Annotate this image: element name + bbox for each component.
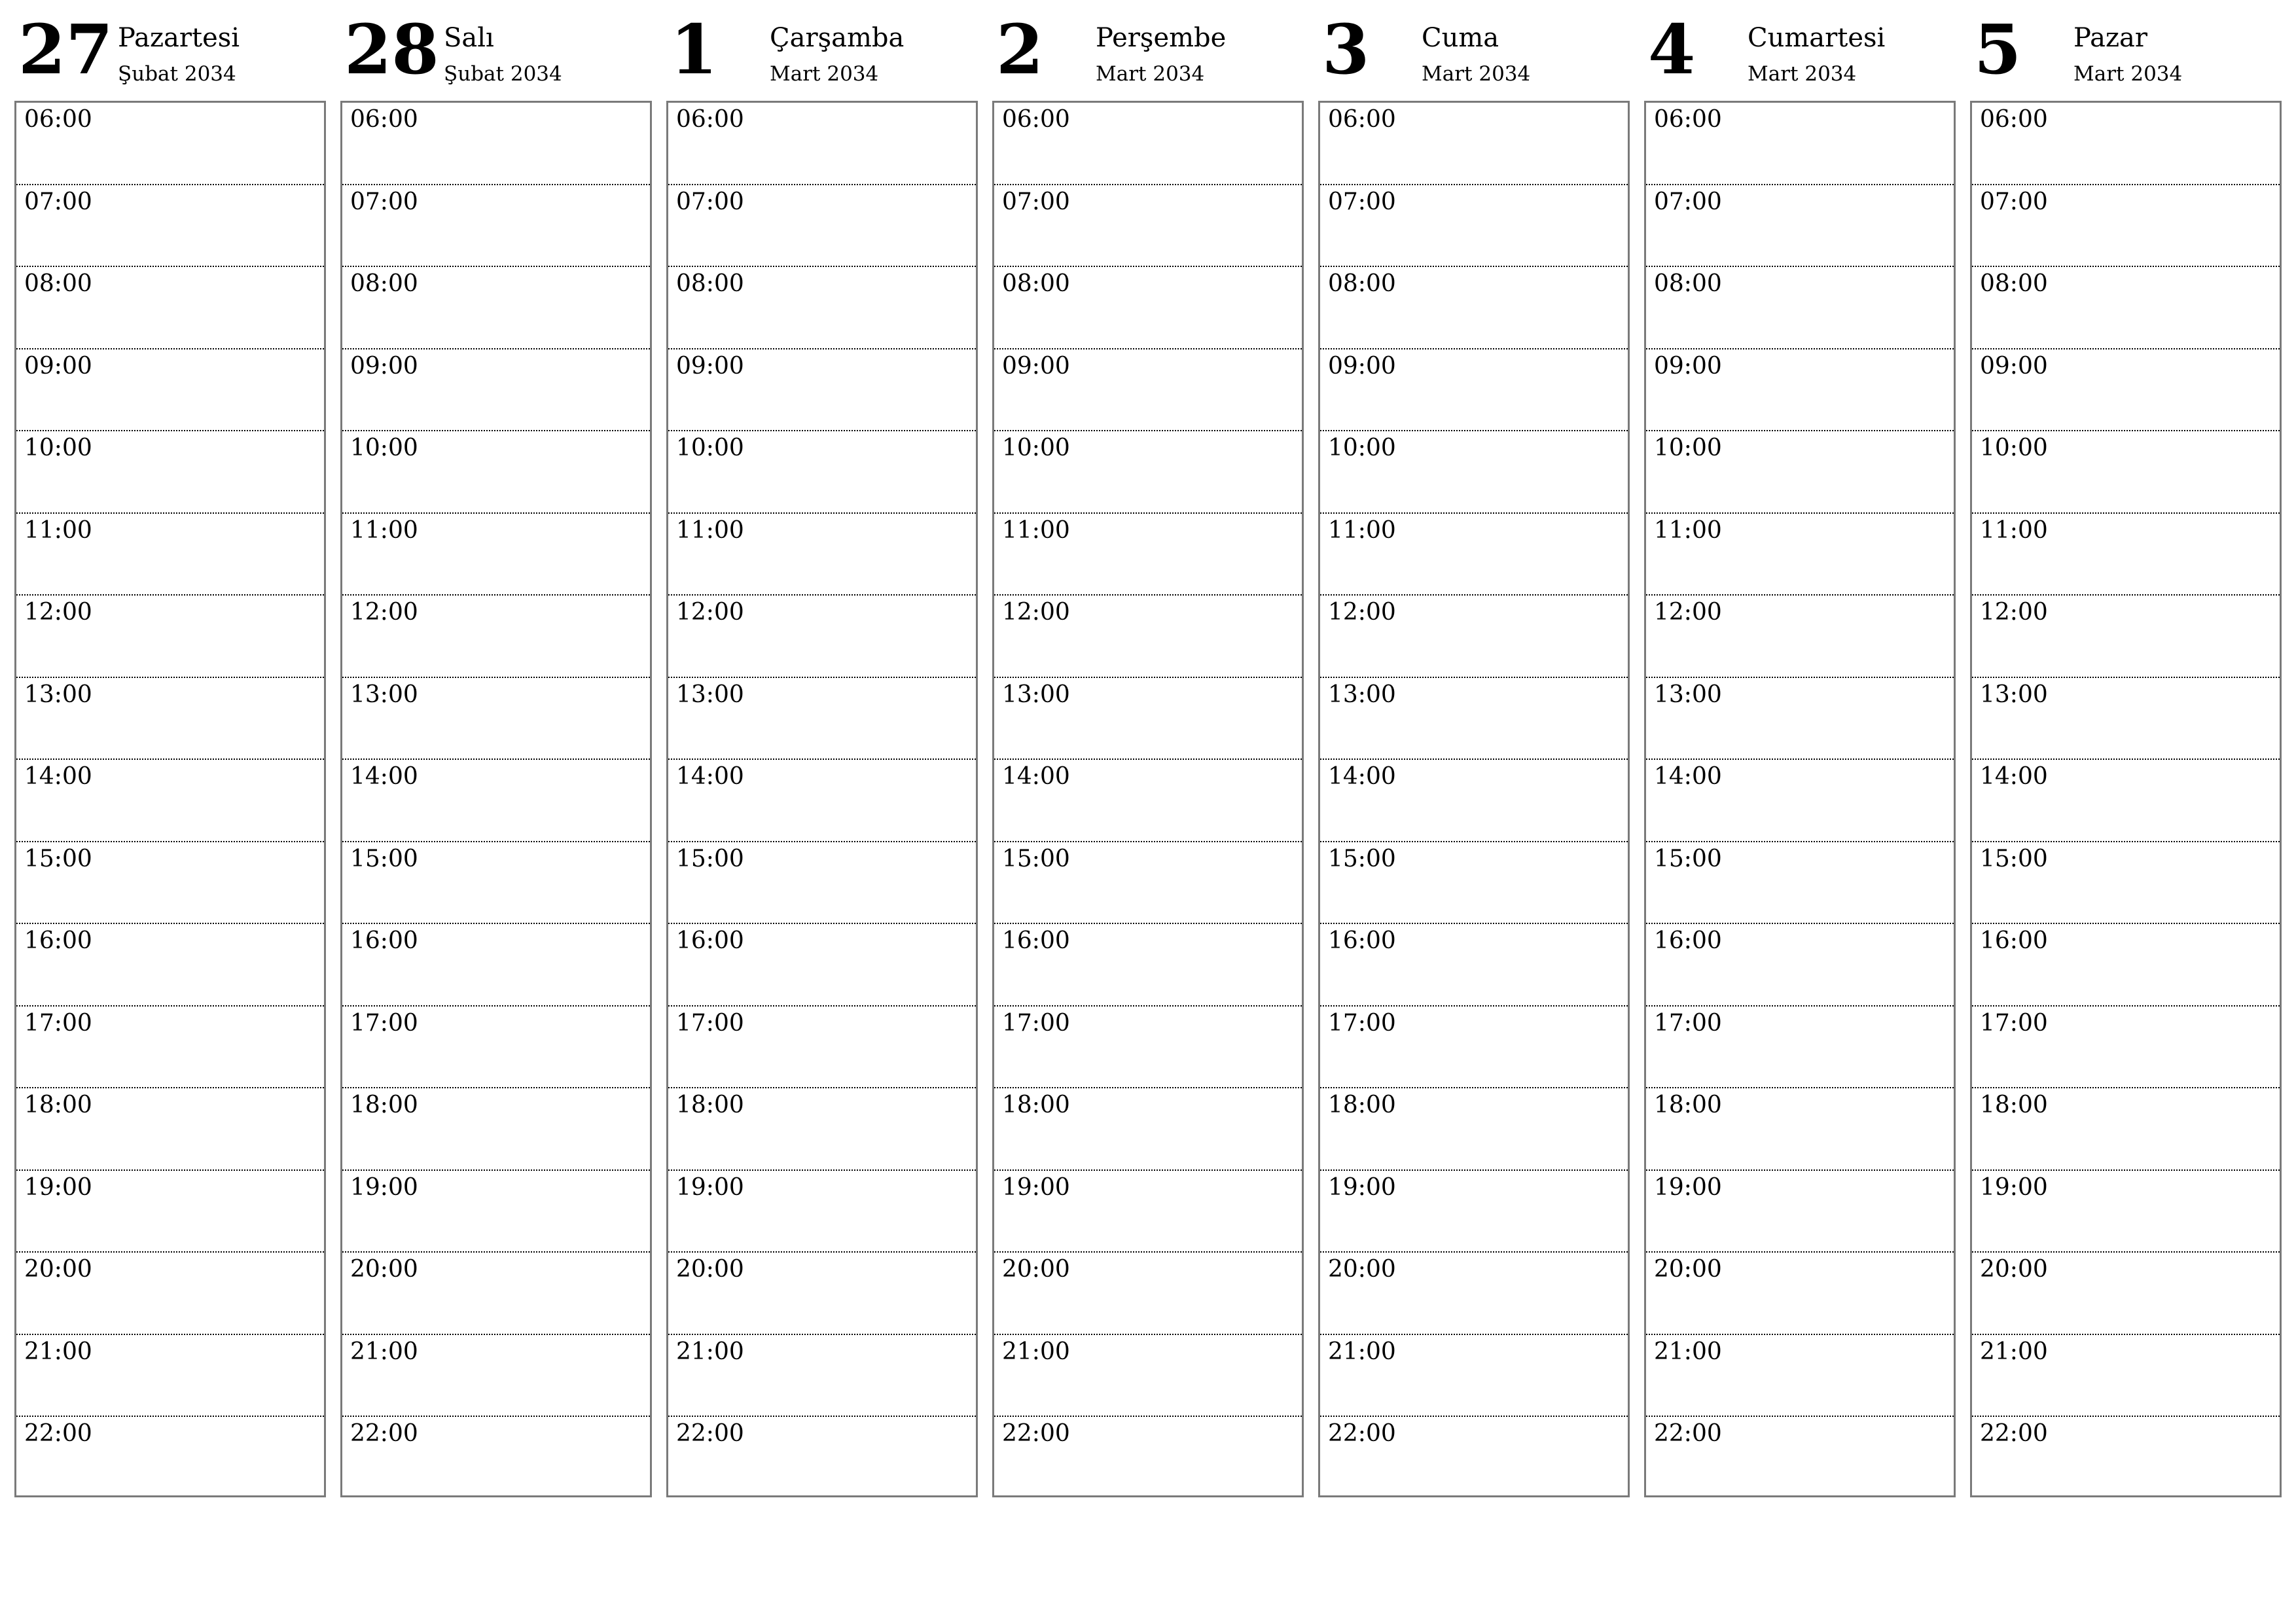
hour-label: 16:00 <box>1980 927 2048 954</box>
hour-label: 22:00 <box>350 1420 418 1447</box>
hour-label: 13:00 <box>1328 681 1396 708</box>
hour-slot-11[interactable] <box>668 514 976 596</box>
hour-slot-13[interactable] <box>342 678 650 760</box>
hour-slot-19[interactable] <box>1646 1171 1954 1253</box>
hour-label: 13:00 <box>350 681 418 708</box>
hour-slot-11[interactable] <box>1646 514 1954 596</box>
hour-label: 12:00 <box>24 599 92 626</box>
hour-slot-14[interactable] <box>1320 760 1628 842</box>
hour-label: 08:00 <box>1002 270 1070 297</box>
hour-label: 15:00 <box>350 845 418 872</box>
hour-label: 20:00 <box>1654 1256 1722 1283</box>
hour-slot-21[interactable] <box>994 1335 1302 1418</box>
hour-slot-18[interactable] <box>668 1088 976 1171</box>
hour-slot-17[interactable] <box>1972 1007 2280 1089</box>
hour-slot-20[interactable] <box>16 1253 324 1335</box>
hour-label: 07:00 <box>1328 188 1396 215</box>
hour-slot-11[interactable] <box>994 514 1302 596</box>
hour-slot-08[interactable] <box>1972 267 2280 349</box>
hour-label: 21:00 <box>1002 1338 1070 1365</box>
month-year: Mart 2034 <box>770 62 879 86</box>
hour-label: 14:00 <box>1328 763 1396 790</box>
hour-label: 11:00 <box>676 516 744 544</box>
hour-slot-19[interactable] <box>16 1171 324 1253</box>
hour-label: 07:00 <box>24 188 92 215</box>
hour-label: 16:00 <box>676 927 744 954</box>
month-year: Şubat 2034 <box>118 62 236 86</box>
hour-label: 16:00 <box>24 927 92 954</box>
hour-slot-10[interactable] <box>342 431 650 514</box>
hour-slot-09[interactable] <box>1972 349 2280 432</box>
hour-label: 14:00 <box>350 763 418 790</box>
hour-slot-11[interactable] <box>1320 514 1628 596</box>
hour-slot-16[interactable] <box>342 924 650 1007</box>
hour-slot-07[interactable] <box>342 185 650 268</box>
hour-slot-10[interactable] <box>1972 431 2280 514</box>
day-header <box>14 0 326 101</box>
day-number: 4 <box>1648 9 1696 90</box>
hour-label: 09:00 <box>1328 352 1396 380</box>
hour-label: 21:00 <box>24 1338 92 1365</box>
hour-label: 11:00 <box>350 516 418 544</box>
day-number: 1 <box>670 9 718 90</box>
hour-label: 21:00 <box>350 1338 418 1365</box>
day-name: Pazartesi <box>118 23 240 53</box>
day-header <box>340 0 652 101</box>
hour-label: 18:00 <box>1002 1092 1070 1118</box>
hour-slot-15[interactable] <box>1320 842 1628 925</box>
hour-slot-07[interactable] <box>16 185 324 268</box>
hour-label: 12:00 <box>1980 599 2048 626</box>
day-column-2 <box>340 0 652 1500</box>
hour-label: 16:00 <box>1328 927 1396 954</box>
hour-label: 07:00 <box>1002 188 1070 215</box>
day-number: 28 <box>344 9 439 90</box>
hour-slot-19[interactable] <box>668 1171 976 1253</box>
hour-slot-22[interactable] <box>342 1417 650 1499</box>
hour-slot-17[interactable] <box>1646 1007 1954 1089</box>
hour-slot-06[interactable] <box>668 103 976 185</box>
hour-slot-10[interactable] <box>1320 431 1628 514</box>
hour-slot-21[interactable] <box>1320 1335 1628 1418</box>
hour-slot-07[interactable] <box>1320 185 1628 268</box>
hour-label: 20:00 <box>350 1256 418 1283</box>
day-header <box>992 0 1304 101</box>
hour-slot-09[interactable] <box>1646 349 1954 432</box>
hour-slot-06[interactable] <box>994 103 1302 185</box>
hour-slot-21[interactable] <box>1646 1335 1954 1418</box>
hour-slot-20[interactable] <box>1320 1253 1628 1335</box>
hour-label: 06:00 <box>1002 106 1070 133</box>
hour-label: 16:00 <box>1654 927 1722 954</box>
hour-slot-14[interactable] <box>1972 760 2280 842</box>
hour-label: 22:00 <box>24 1420 92 1447</box>
hour-label: 11:00 <box>1654 516 1722 544</box>
hours-box <box>1970 101 2282 1497</box>
hour-label: 12:00 <box>350 599 418 626</box>
hour-slot-15[interactable] <box>1972 842 2280 925</box>
hour-label: 19:00 <box>1328 1173 1396 1201</box>
day-number: 27 <box>18 9 113 90</box>
hour-slot-14[interactable] <box>994 760 1302 842</box>
hour-label: 09:00 <box>676 352 744 380</box>
hour-slot-15[interactable] <box>994 842 1302 925</box>
hour-label: 10:00 <box>1980 435 2048 461</box>
hour-slot-07[interactable] <box>1646 185 1954 268</box>
hour-slot-10[interactable] <box>16 431 324 514</box>
hour-slot-12[interactable] <box>1320 596 1628 678</box>
hour-slot-19[interactable] <box>342 1171 650 1253</box>
hour-slot-19[interactable] <box>1320 1171 1628 1253</box>
hour-slot-11[interactable] <box>1972 514 2280 596</box>
hour-label: 17:00 <box>1002 1009 1070 1037</box>
hour-label: 17:00 <box>1654 1009 1722 1037</box>
hour-label: 07:00 <box>1654 188 1722 215</box>
hour-slot-12[interactable] <box>1646 596 1954 678</box>
hour-slot-14[interactable] <box>1646 760 1954 842</box>
hour-slot-08[interactable] <box>16 267 324 349</box>
hour-slot-20[interactable] <box>994 1253 1302 1335</box>
hour-slot-08[interactable] <box>342 267 650 349</box>
hour-slot-20[interactable] <box>1646 1253 1954 1335</box>
hour-slot-06[interactable] <box>1972 103 2280 185</box>
hour-slot-21[interactable] <box>668 1335 976 1418</box>
hour-label: 13:00 <box>676 681 744 708</box>
hour-slot-22[interactable] <box>1320 1417 1628 1499</box>
hour-slot-09[interactable] <box>16 349 324 432</box>
day-name: Salı <box>444 23 494 53</box>
hour-slot-20[interactable] <box>668 1253 976 1335</box>
hour-label: 17:00 <box>1328 1009 1396 1037</box>
hour-label: 19:00 <box>1654 1173 1722 1201</box>
hour-label: 15:00 <box>1002 845 1070 872</box>
hour-label: 22:00 <box>1980 1420 2048 1447</box>
hour-label: 11:00 <box>1980 516 2048 544</box>
hour-label: 15:00 <box>24 845 92 872</box>
hour-label: 06:00 <box>24 106 92 133</box>
hour-slot-15[interactable] <box>668 842 976 925</box>
day-name: Cuma <box>1422 23 1499 53</box>
hour-slot-17[interactable] <box>342 1007 650 1089</box>
hour-label: 17:00 <box>24 1009 92 1037</box>
hour-slot-18[interactable] <box>994 1088 1302 1171</box>
hour-label: 06:00 <box>1654 106 1722 133</box>
hour-slot-14[interactable] <box>668 760 976 842</box>
hour-slot-11[interactable] <box>16 514 324 596</box>
hour-slot-09[interactable] <box>994 349 1302 432</box>
hour-slot-08[interactable] <box>1320 267 1628 349</box>
weekly-planner <box>14 0 2282 1505</box>
hour-slot-13[interactable] <box>1320 678 1628 760</box>
hours-box <box>14 101 326 1497</box>
day-column-1 <box>14 0 326 1500</box>
hour-label: 08:00 <box>1654 270 1722 297</box>
hour-slot-07[interactable] <box>994 185 1302 268</box>
hour-slot-12[interactable] <box>994 596 1302 678</box>
hour-slot-13[interactable] <box>668 678 976 760</box>
hour-slot-22[interactable] <box>1646 1417 1954 1499</box>
hour-label: 13:00 <box>1654 681 1722 708</box>
hour-label: 15:00 <box>1654 845 1722 872</box>
hour-slot-18[interactable] <box>342 1088 650 1171</box>
hour-slot-16[interactable] <box>994 924 1302 1007</box>
hour-slot-22[interactable] <box>1972 1417 2280 1499</box>
hour-label: 12:00 <box>1328 599 1396 626</box>
hour-label: 07:00 <box>1980 188 2048 215</box>
hour-slot-10[interactable] <box>1646 431 1954 514</box>
hour-label: 18:00 <box>350 1092 418 1118</box>
day-number: 5 <box>1974 9 2022 90</box>
day-number: 2 <box>996 9 1044 90</box>
day-header <box>1970 0 2282 101</box>
hour-slot-12[interactable] <box>16 596 324 678</box>
day-name: Pazar <box>2073 23 2148 53</box>
hour-label: 19:00 <box>676 1173 744 1201</box>
hour-label: 20:00 <box>24 1256 92 1283</box>
hour-slot-18[interactable] <box>1646 1088 1954 1171</box>
hour-slot-06[interactable] <box>342 103 650 185</box>
hour-label: 08:00 <box>350 270 418 297</box>
hour-label: 06:00 <box>350 106 418 133</box>
hour-slot-06[interactable] <box>1646 103 1954 185</box>
hour-slot-08[interactable] <box>668 267 976 349</box>
hour-label: 07:00 <box>676 188 744 215</box>
hour-label: 17:00 <box>350 1009 418 1037</box>
month-year: Şubat 2034 <box>444 62 562 86</box>
month-year: Mart 2034 <box>1422 62 1531 86</box>
hour-label: 22:00 <box>1654 1420 1722 1447</box>
hour-slot-06[interactable] <box>16 103 324 185</box>
hour-label: 20:00 <box>1980 1256 2048 1283</box>
hour-slot-17[interactable] <box>994 1007 1302 1089</box>
day-name: Perşembe <box>1096 23 1227 53</box>
hour-label: 17:00 <box>1980 1009 2048 1037</box>
hour-slot-16[interactable] <box>16 924 324 1007</box>
day-number: 3 <box>1322 9 1370 90</box>
hour-label: 10:00 <box>24 435 92 461</box>
hour-slot-21[interactable] <box>16 1335 324 1418</box>
hour-slot-15[interactable] <box>1646 842 1954 925</box>
month-year: Mart 2034 <box>1748 62 1857 86</box>
hour-slot-13[interactable] <box>16 678 324 760</box>
hour-label: 18:00 <box>1328 1092 1396 1118</box>
hours-box <box>1644 101 1956 1497</box>
day-column-7 <box>1970 0 2282 1500</box>
hour-label: 13:00 <box>24 681 92 708</box>
hour-slot-14[interactable] <box>342 760 650 842</box>
hour-label: 10:00 <box>350 435 418 461</box>
hour-slot-18[interactable] <box>1972 1088 2280 1171</box>
day-header <box>1318 0 1630 101</box>
hour-slot-09[interactable] <box>668 349 976 432</box>
hour-slot-16[interactable] <box>1972 924 2280 1007</box>
hour-slot-09[interactable] <box>342 349 650 432</box>
hour-slot-13[interactable] <box>1972 678 2280 760</box>
hour-slot-12[interactable] <box>1972 596 2280 678</box>
hour-label: 08:00 <box>676 270 744 297</box>
hour-label: 16:00 <box>1002 927 1070 954</box>
day-name: Cumartesi <box>1748 23 1886 53</box>
hour-slot-18[interactable] <box>16 1088 324 1171</box>
hour-label: 08:00 <box>1328 270 1396 297</box>
day-column-4 <box>992 0 1304 1500</box>
hour-label: 14:00 <box>1980 763 2048 790</box>
hour-label: 12:00 <box>1002 599 1070 626</box>
hour-label: 09:00 <box>1002 352 1070 380</box>
hour-label: 14:00 <box>24 763 92 790</box>
hour-slot-16[interactable] <box>668 924 976 1007</box>
hour-slot-08[interactable] <box>1646 267 1954 349</box>
hour-label: 06:00 <box>1328 106 1396 133</box>
hour-slot-09[interactable] <box>1320 349 1628 432</box>
hour-label: 19:00 <box>1002 1173 1070 1201</box>
hour-label: 20:00 <box>1002 1256 1070 1283</box>
hour-label: 13:00 <box>1980 681 2048 708</box>
hour-label: 12:00 <box>1654 599 1722 626</box>
hour-slot-20[interactable] <box>1972 1253 2280 1335</box>
hour-label: 19:00 <box>350 1173 418 1201</box>
hour-slot-06[interactable] <box>1320 103 1628 185</box>
hour-label: 09:00 <box>350 352 418 380</box>
hour-label: 08:00 <box>1980 270 2048 297</box>
hour-slot-14[interactable] <box>16 760 324 842</box>
hour-slot-15[interactable] <box>342 842 650 925</box>
hour-label: 09:00 <box>1980 352 2048 380</box>
hour-label: 18:00 <box>1654 1092 1722 1118</box>
hour-label: 10:00 <box>1654 435 1722 461</box>
hour-label: 18:00 <box>24 1092 92 1118</box>
hour-label: 13:00 <box>1002 681 1070 708</box>
hour-slot-13[interactable] <box>1646 678 1954 760</box>
hour-slot-22[interactable] <box>668 1417 976 1499</box>
hour-slot-22[interactable] <box>994 1417 1302 1499</box>
hour-slot-07[interactable] <box>668 185 976 268</box>
month-year: Mart 2034 <box>2073 62 2183 86</box>
hour-slot-17[interactable] <box>16 1007 324 1089</box>
hour-label: 18:00 <box>1980 1092 2048 1118</box>
hour-label: 19:00 <box>24 1173 92 1201</box>
hours-box <box>1318 101 1630 1497</box>
hour-label: 06:00 <box>1980 106 2048 133</box>
hour-slot-19[interactable] <box>994 1171 1302 1253</box>
hour-label: 14:00 <box>1654 763 1722 790</box>
hour-slot-17[interactable] <box>1320 1007 1628 1089</box>
day-column-3 <box>666 0 978 1500</box>
month-year: Mart 2034 <box>1096 62 1205 86</box>
hour-label: 07:00 <box>350 188 418 215</box>
hour-label: 16:00 <box>350 927 418 954</box>
hour-label: 15:00 <box>676 845 744 872</box>
hour-slot-12[interactable] <box>668 596 976 678</box>
hour-label: 21:00 <box>1980 1338 2048 1365</box>
day-column-5 <box>1318 0 1630 1500</box>
day-header <box>1644 0 1956 101</box>
hour-slot-15[interactable] <box>16 842 324 925</box>
hour-label: 09:00 <box>1654 352 1722 380</box>
hour-label: 10:00 <box>1002 435 1070 461</box>
hour-label: 15:00 <box>1980 845 2048 872</box>
hour-label: 22:00 <box>676 1420 744 1447</box>
hours-box <box>666 101 978 1497</box>
hour-label: 06:00 <box>676 106 744 133</box>
hour-label: 12:00 <box>676 599 744 626</box>
hour-slot-12[interactable] <box>342 596 650 678</box>
hour-slot-08[interactable] <box>994 267 1302 349</box>
hour-label: 20:00 <box>1328 1256 1396 1283</box>
hour-label: 14:00 <box>676 763 744 790</box>
hours-box <box>992 101 1304 1497</box>
hour-label: 11:00 <box>24 516 92 544</box>
hour-slot-18[interactable] <box>1320 1088 1628 1171</box>
day-header <box>666 0 978 101</box>
hour-slot-22[interactable] <box>16 1417 324 1499</box>
hour-label: 15:00 <box>1328 845 1396 872</box>
hour-slot-16[interactable] <box>1646 924 1954 1007</box>
hour-label: 22:00 <box>1002 1420 1070 1447</box>
hour-label: 10:00 <box>676 435 744 461</box>
day-name: Çarşamba <box>770 23 905 53</box>
hour-label: 18:00 <box>676 1092 744 1118</box>
hour-slot-16[interactable] <box>1320 924 1628 1007</box>
hour-label: 10:00 <box>1328 435 1396 461</box>
hour-label: 17:00 <box>676 1009 744 1037</box>
hour-slot-10[interactable] <box>994 431 1302 514</box>
hour-slot-21[interactable] <box>1972 1335 2280 1418</box>
hour-label: 20:00 <box>676 1256 744 1283</box>
hour-slot-19[interactable] <box>1972 1171 2280 1253</box>
hour-label: 21:00 <box>676 1338 744 1365</box>
hour-label: 14:00 <box>1002 763 1070 790</box>
hour-label: 11:00 <box>1328 516 1396 544</box>
hour-slot-11[interactable] <box>342 514 650 596</box>
hour-slot-07[interactable] <box>1972 185 2280 268</box>
hour-slot-13[interactable] <box>994 678 1302 760</box>
hour-label: 21:00 <box>1654 1338 1722 1365</box>
hour-label: 09:00 <box>24 352 92 380</box>
hour-label: 21:00 <box>1328 1338 1396 1365</box>
hour-slot-17[interactable] <box>668 1007 976 1089</box>
hours-box <box>340 101 652 1497</box>
hour-label: 19:00 <box>1980 1173 2048 1201</box>
hour-slot-20[interactable] <box>342 1253 650 1335</box>
hour-label: 11:00 <box>1002 516 1070 544</box>
day-column-6 <box>1644 0 1956 1500</box>
hour-label: 22:00 <box>1328 1420 1396 1447</box>
hour-slot-21[interactable] <box>342 1335 650 1418</box>
hour-label: 08:00 <box>24 270 92 297</box>
hour-slot-10[interactable] <box>668 431 976 514</box>
